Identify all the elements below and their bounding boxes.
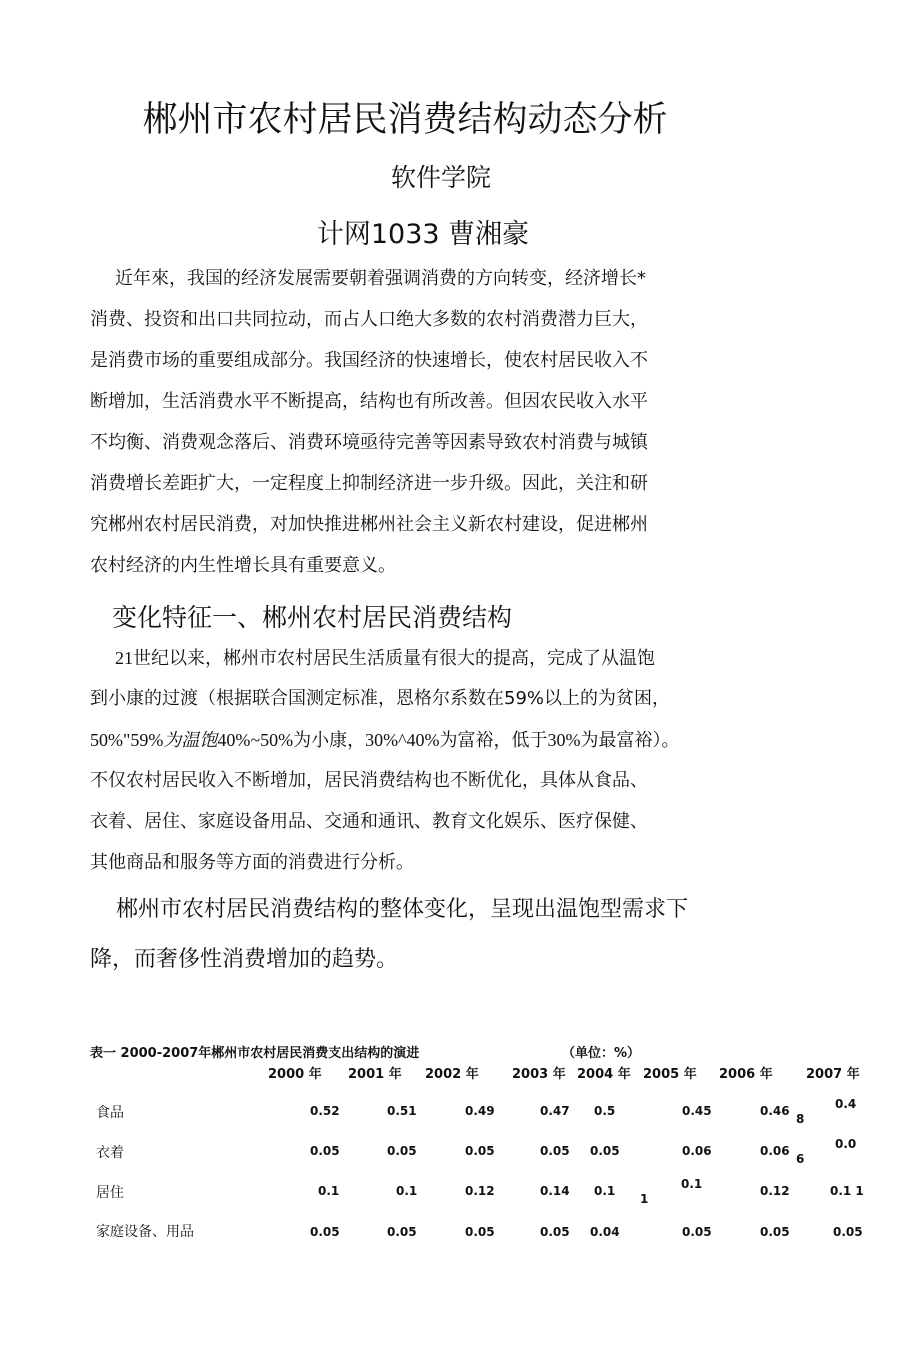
- section-line: 其他商品和服务等方面的消费进行分析。: [90, 852, 414, 873]
- table-cell: 0.05: [833, 1225, 863, 1239]
- intro-line: 不均衡、消费观念落后、消费环境亟待完善等因素导致农村消费与城镇: [90, 432, 648, 453]
- section-line: [90, 644, 730, 685]
- year-header: 2007 年: [806, 1067, 860, 1082]
- section-line: 衣着、居住、家庭设备用品、交通和通讯、教育文化娱乐、医疗保健、: [90, 811, 648, 832]
- table-cell: 0.05: [387, 1225, 417, 1239]
- document-author: 计网1033 曹湘豪: [316, 219, 530, 250]
- grade-range-rest: 40%~50%为小康，30%^40%为富裕，低于30%为最富裕）。: [217, 730, 680, 750]
- year-header: 2002 年: [425, 1067, 479, 1082]
- table-cell: 0.1: [681, 1177, 703, 1191]
- table-cell-fragment: 6: [796, 1152, 805, 1166]
- table-cell: 0.1: [396, 1184, 418, 1198]
- intro-paragraph: [90, 265, 730, 593]
- table-cell-fragment: 1: [640, 1192, 649, 1206]
- table-cell: 0.51: [387, 1104, 417, 1118]
- intro-line: 是消费市场的重要组成部分。我国经济的快速增长，使农村居民收入不: [90, 350, 648, 371]
- intro-line: 农村经济的内生性增长具有重要意义。: [90, 555, 396, 576]
- table-cell: 0.05: [387, 1144, 417, 1158]
- trend-line: 降，而奢侈性消费增加的趋势。: [90, 947, 399, 972]
- section-heading: 变化特征一、郴州农村居民消费结构: [112, 603, 513, 632]
- year-header: 2003 年: [512, 1067, 566, 1082]
- document-title: 郴州市农村居民消费结构动态分析: [142, 100, 668, 140]
- row-label-household: 家庭设备、用品: [96, 1224, 194, 1240]
- section-line-text: 21世纪以来，郴州市农村居民生活质量有很大的提高，完成了从温饱: [115, 648, 655, 668]
- year-header: 2004 年: [577, 1067, 631, 1082]
- table-cell: 0.47: [540, 1104, 570, 1118]
- intro-line: 近年來，我国的经济发展需要朝着强调消费的方向转变，经济增长*: [115, 268, 646, 289]
- section-line: [90, 726, 730, 767]
- trend-line: 郴州市农村居民消费结构的整体变化，呈现出温饱型需求下: [116, 897, 689, 922]
- trend-paragraph: [90, 893, 790, 993]
- table-cell: 0.45: [682, 1104, 712, 1118]
- table-cell: 0.05: [310, 1144, 340, 1158]
- table-cell: 0.1: [318, 1184, 340, 1198]
- table-cell: 0.1: [594, 1184, 616, 1198]
- table-cell: 0.05: [540, 1225, 570, 1239]
- table-cell: 0.14: [540, 1184, 570, 1198]
- table-cell: 0.5: [594, 1104, 616, 1118]
- year-header: 2001 年: [348, 1067, 402, 1082]
- document-subtitle: 软件学院: [390, 163, 491, 192]
- table-cell-fragment: 8: [796, 1112, 805, 1126]
- year-header: 2005 年: [643, 1067, 697, 1082]
- table-cell: 0.49: [465, 1104, 495, 1118]
- table-cell: 0.04: [590, 1225, 620, 1239]
- table-cell: 0.05: [465, 1144, 495, 1158]
- table-cell: 0.1 1: [830, 1184, 864, 1198]
- table-cell: 0.05: [540, 1144, 570, 1158]
- intro-line: 究郴州农村居民消费，对加快推进郴州社会主义新农村建设，促进郴州: [90, 514, 648, 535]
- year-header: 2000 年: [268, 1067, 322, 1082]
- section-line: 不仅农村居民收入不断增加，居民消费结构也不断优化，具体从食品、: [90, 770, 648, 791]
- section-paragraph: [90, 644, 730, 890]
- intro-line: 消费、投资和出口共同拉动，而占人口绝大多数的农村消费潜力巨大，: [90, 309, 648, 330]
- table-cell: 0.12: [760, 1184, 790, 1198]
- table-unit: （单位：%）: [562, 1046, 641, 1061]
- row-label-food: 食品: [96, 1105, 124, 1121]
- grade-range-text: 50%"59%: [90, 730, 164, 750]
- table-cell: 0.05: [682, 1225, 712, 1239]
- table-caption: 表一 2000-2007年郴州市农村居民消费支出结构的演进: [90, 1046, 420, 1061]
- table-cell: 0.06: [760, 1144, 790, 1158]
- grade-label-text: 为温饱: [163, 730, 218, 750]
- table-cell: 0.12: [465, 1184, 495, 1198]
- table-cell: 0.46: [760, 1104, 790, 1118]
- intro-line: 消费增长差距扩大，一定程度上抑制经济进一步升级。因此，关注和研: [90, 473, 648, 494]
- table-cell: 0.52: [310, 1104, 340, 1118]
- table-cell: 0.4: [835, 1097, 857, 1111]
- table-cell: 0.06: [682, 1144, 712, 1158]
- table-cell: 0.05: [590, 1144, 620, 1158]
- table-cell: 0.0: [835, 1137, 857, 1151]
- table-cell: 0.05: [760, 1225, 790, 1239]
- intro-line: 断增加，生活消费水平不断提高，结构也有所改善。但因农民收入水平: [90, 391, 648, 412]
- row-label-housing: 居住: [96, 1185, 124, 1201]
- row-label-clothing: 衣着: [96, 1145, 124, 1161]
- section-line: 到小康的过渡（根据联合国测定标准，恩格尔系数在59%以上的为贫困，: [90, 688, 671, 709]
- year-header: 2006 年: [719, 1067, 773, 1082]
- table-cell: 0.05: [310, 1225, 340, 1239]
- table-cell: 0.05: [465, 1225, 495, 1239]
